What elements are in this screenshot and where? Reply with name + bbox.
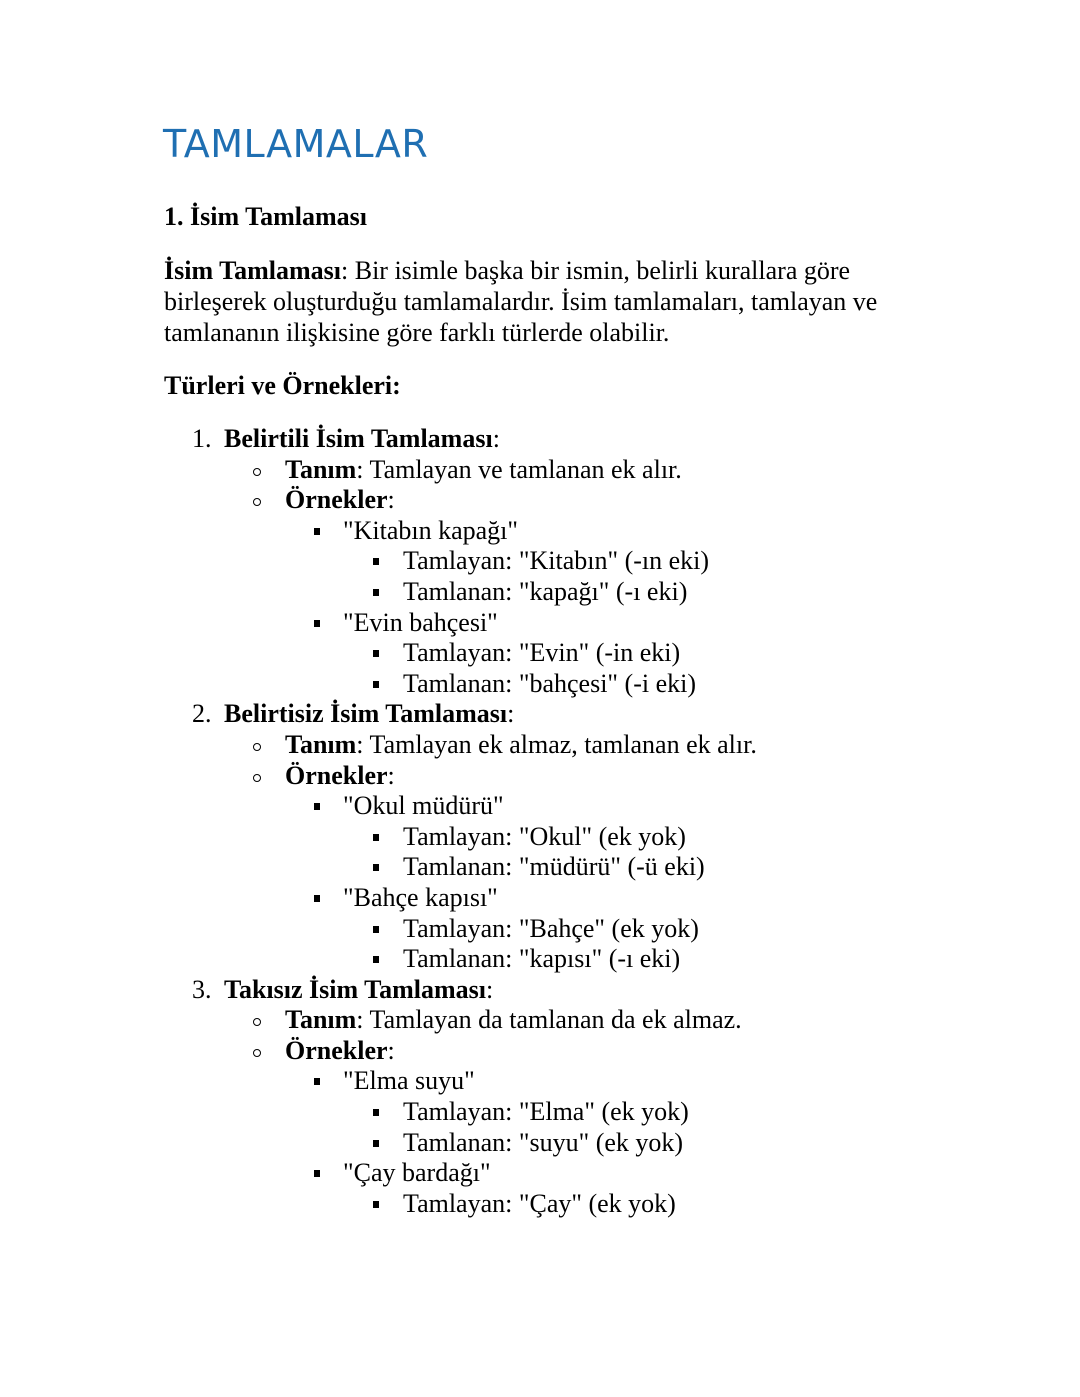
type-name: Takısız İsim Tamlaması (224, 974, 487, 1004)
square-bullet-icon (373, 834, 379, 841)
tamlanan-text: Tamlanan: "müdürü" (-ü eki) (403, 852, 705, 882)
definition-item (0, 1005, 1080, 1036)
square-bullet-icon (373, 589, 379, 596)
square-bullet-icon (373, 864, 379, 871)
definition-text: : Tamlayan ek almaz, tamlanan ek alır. (356, 729, 757, 759)
example-detail (0, 1189, 1080, 1220)
example-phrase (0, 883, 1080, 914)
example-detail (0, 852, 1080, 883)
square-bullet-icon (373, 650, 379, 657)
example-detail (0, 546, 1080, 577)
types-list (0, 424, 1080, 1219)
circle-bullet-icon (253, 498, 261, 506)
examples-item: Örnekler: (0, 485, 1080, 516)
example-detail (0, 1097, 1080, 1128)
type-name: Belirtisiz İsim Tamlaması (224, 699, 508, 729)
tamlayan-text: Tamlayan: "Çay" (ek yok) (403, 1188, 676, 1218)
type-item: 1. Belirtili İsim Tamlaması: (192, 424, 500, 453)
example-detail (0, 1128, 1080, 1159)
square-bullet-icon (373, 1109, 379, 1116)
example-phrase (0, 791, 1080, 822)
square-bullet-icon (373, 1140, 379, 1147)
intro-paragraph (164, 255, 924, 348)
example-detail (0, 669, 1080, 700)
square-bullet-icon (314, 895, 320, 902)
square-bullet-icon (373, 956, 379, 963)
example-phrase-text: "Okul müdürü" (343, 791, 504, 821)
tamlanan-text: Tamlanan: "suyu" (ek yok) (403, 1127, 684, 1157)
square-bullet-icon (373, 558, 379, 565)
tamlayan-text: Tamlayan: "Okul" (ek yok) (403, 821, 686, 851)
definition-text: : Tamlayan da tamlanan da ek almaz. (356, 1005, 742, 1035)
example-phrase (0, 608, 1080, 639)
intro-colon: : (341, 256, 349, 285)
example-phrase-text: "Bahçe kapısı" (343, 882, 498, 912)
type-item: 3. Takısız İsim Tamlaması: (192, 974, 494, 1004)
example-phrase (0, 1158, 1080, 1189)
definition-label: Tanım (285, 729, 357, 759)
example-detail (0, 822, 1080, 853)
circle-bullet-icon (253, 1018, 261, 1026)
section-heading: 1. İsim Tamlaması (164, 202, 367, 231)
square-bullet-icon (373, 681, 379, 688)
examples-item: Örnekler: (0, 761, 1080, 792)
examples-label: Örnekler (285, 1035, 388, 1065)
tamlayan-text: Tamlayan: "Bahçe" (ek yok) (403, 913, 699, 943)
square-bullet-icon (314, 803, 320, 810)
intro-term: İsim Tamlaması (164, 256, 341, 285)
definition-label: Tanım (285, 454, 357, 484)
definition-text: : Tamlayan ve tamlanan ek alır. (356, 454, 682, 484)
document-title: TAMLAMALAR (163, 122, 429, 166)
examples-label: Örnekler (285, 760, 388, 790)
example-phrase (0, 1066, 1080, 1097)
example-phrase (0, 516, 1080, 547)
type-number: 1. (192, 424, 212, 453)
examples-item: Örnekler: (0, 1036, 1080, 1067)
square-bullet-icon (314, 1170, 320, 1177)
definition-item (0, 455, 1080, 486)
tamlayan-text: Tamlayan: "Evin" (-in eki) (403, 638, 681, 668)
square-bullet-icon (314, 1078, 320, 1085)
tamlanan-text: Tamlanan: "kapısı" (-ı eki) (403, 944, 681, 974)
type-item: 2. Belirtisiz İsim Tamlaması: (192, 699, 515, 729)
example-detail (0, 638, 1080, 669)
example-phrase-text: "Kitabın kapağı" (343, 515, 519, 545)
tamlanan-text: Tamlanan: "bahçesi" (-i eki) (403, 668, 697, 698)
example-phrase-text: "Evin bahçesi" (343, 607, 498, 637)
definition-label: Tanım (285, 1005, 357, 1035)
examples-label: Örnekler (285, 485, 388, 515)
circle-bullet-icon (253, 468, 261, 476)
square-bullet-icon (373, 926, 379, 933)
example-detail (0, 914, 1080, 945)
example-detail (0, 944, 1080, 975)
tamlanan-text: Tamlanan: "kapağı" (-ı eki) (403, 576, 688, 606)
example-phrase-text: "Elma suyu" (343, 1066, 475, 1096)
definition-item (0, 730, 1080, 761)
circle-bullet-icon (253, 743, 261, 751)
type-number: 2. (192, 699, 212, 729)
square-bullet-icon (373, 1201, 379, 1208)
example-phrase-text: "Çay bardağı" (343, 1158, 491, 1188)
square-bullet-icon (314, 528, 320, 535)
type-name: Belirtili İsim Tamlaması (224, 424, 493, 453)
example-detail (0, 577, 1080, 608)
tamlayan-text: Tamlayan: "Elma" (ek yok) (403, 1097, 689, 1127)
tamlayan-text: Tamlayan: "Kitabın" (-ın eki) (403, 546, 710, 576)
types-heading: Türleri ve Örnekleri: (164, 371, 401, 400)
circle-bullet-icon (253, 774, 261, 782)
type-number: 3. (192, 974, 212, 1004)
circle-bullet-icon (253, 1049, 261, 1057)
square-bullet-icon (314, 620, 320, 627)
intro-text: Bir isimle başka bir ismin, belirli kurallara göre birleşerek oluşturduğu tamlamalardır. İsim tamlamaları, tamlayan ve tamlananın ilişkisine göre farklı türlerde olabilir. (164, 256, 878, 347)
